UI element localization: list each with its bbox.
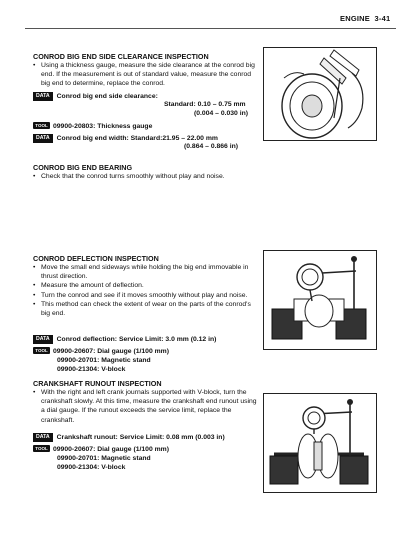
tool-line	[33, 122, 152, 131]
header-title: ENGINE	[340, 14, 370, 23]
data-badge: DATA	[33, 92, 53, 101]
tool-text: 09900-20607: Dial gauge (1/100 mm)	[53, 348, 169, 355]
tool-icon: TOOL	[33, 347, 50, 354]
bullet: • Check that the conrod turns smoothly without play and noise.	[33, 172, 373, 181]
bullet: • Move the small end sideways while holding the big end immovable in thrust direction.	[33, 263, 259, 281]
runout-illustration	[264, 394, 376, 492]
runout-tools	[33, 445, 169, 454]
runout-bullets	[33, 388, 259, 425]
page-header	[340, 14, 390, 23]
header-rule	[25, 28, 396, 29]
spec-label: Conrod big end side clearance:	[56, 93, 158, 100]
tool-text: 09900-20701: Magnetic stand	[57, 455, 151, 462]
section-title-runout: CRANKSHAFT RUNOUT INSPECTION	[33, 379, 162, 388]
section-title-bearing: CONROD BIG END BEARING	[33, 163, 133, 172]
figure-crankshaft-runout	[263, 393, 377, 493]
deflection-illustration	[264, 251, 376, 349]
side-clearance-bullets	[33, 61, 259, 89]
limit-text: Conrod deflection: Service Limit: 3.0 mm (0.12 in)	[56, 336, 217, 343]
tool-text: 09900-20701: Magnetic stand	[57, 357, 151, 364]
standard-line: Standard: 0.10 – 0.75 mm	[164, 101, 246, 108]
bullet: • Using a thickness gauge, measure the side clearance at the conrod big end. If the measurement is out of standard value, measure the conrod big end to determine, replace the conrod.	[33, 61, 259, 89]
width-inches: (0.864 – 0.866 in)	[184, 143, 239, 150]
deflection-bullets	[33, 263, 259, 318]
width-spec	[33, 134, 218, 143]
deflection-tools	[33, 347, 169, 356]
tool-text: 09900-20803: Thickness gauge	[53, 123, 153, 130]
width-label: Conrod big end width: Standard:21.95 – 22.00 mm	[56, 135, 218, 142]
tool-text: 09900-21304: V-block	[57, 464, 126, 471]
deflection-limit	[33, 335, 216, 344]
bullet: • With the right and left crank journals supported with V-block, turn the crankshaft slowly. At this time, measure the crankshaft end runout using a dial gauge. If the runout exceeds the service limit, replace the crankshaft.	[33, 388, 259, 425]
tool-icon: TOOL	[33, 445, 50, 452]
section-title-side-clearance: CONROD BIG END SIDE CLEARANCE INSPECTION	[33, 52, 209, 61]
tool-icon: TOOL	[33, 122, 50, 129]
limit-text: Crankshaft runout: Service Limit: 0.08 mm (0.003 in)	[56, 434, 225, 441]
bullet: • Measure the amount of deflection.	[33, 281, 259, 290]
data-badge: DATA	[33, 433, 53, 442]
figure-thickness-gauge	[263, 47, 377, 141]
bearing-bullets	[33, 172, 373, 181]
data-badge: DATA	[33, 335, 53, 344]
standard-inches: (0.004 – 0.030 in)	[194, 110, 249, 117]
figure-dial-gauge-deflection	[263, 250, 377, 350]
tool-text: 09900-21304: V-block	[57, 366, 126, 373]
bullet: • Turn the conrod and see if it moves smoothly without play and noise.	[33, 291, 259, 300]
runout-limit	[33, 433, 225, 442]
tool-text: 09900-20607: Dial gauge (1/100 mm)	[53, 446, 169, 453]
page-number: 3-41	[374, 14, 391, 23]
bullet: • This method can check the extent of wear on the parts of the conrod's big end.	[33, 300, 259, 318]
side-clearance-spec	[33, 92, 158, 101]
section-title-deflection: CONROD DEFLECTION INSPECTION	[33, 254, 159, 263]
data-badge: DATA	[33, 134, 53, 143]
thickness-gauge-illustration	[264, 48, 376, 140]
